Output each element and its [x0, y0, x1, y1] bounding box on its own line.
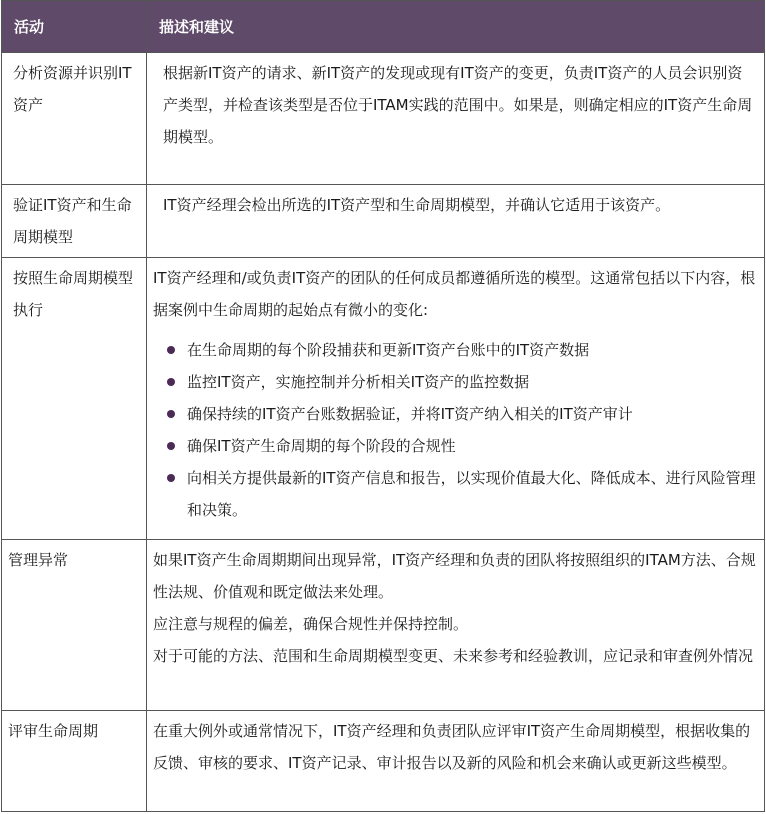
- list-item: 监控IT资产，实施控制并分析相关IT资产的监控数据: [153, 366, 756, 398]
- activity-table: [1, 0, 765, 812]
- list-item: 确保IT资产生命周期的每个阶段的合规性: [153, 430, 756, 462]
- activity-cell: 管理异常: [2, 540, 147, 711]
- table-row: [2, 258, 765, 540]
- table-row: [2, 53, 765, 185]
- description-cell: [147, 258, 765, 540]
- activity-cell: 验证IT资产和生命周期模型: [2, 185, 147, 258]
- activity-cell: 按照生命周期模型执行: [2, 258, 147, 540]
- list-item: 向相关方提供最新的IT资产信息和报告，以实现价值最大化、降低成本、进行风险管理和决策。: [153, 462, 756, 526]
- list-item: 在生命周期的每个阶段捕获和更新IT资产台账中的IT资产数据: [153, 334, 756, 366]
- bullet-list: [153, 334, 756, 526]
- table-row: [2, 540, 765, 711]
- header-row: [2, 1, 765, 53]
- header-description: 描述和建议: [147, 1, 765, 53]
- description-cell: [147, 540, 765, 711]
- activity-cell: 评审生命周期: [2, 711, 147, 812]
- table-row: [2, 185, 765, 258]
- header-activity: 活动: [2, 1, 147, 53]
- table-header: [2, 1, 765, 53]
- description-cell: 在重大例外或通常情况下，IT资产经理和负责团队应评审IT资产生命周期模型，根据收集的反馈、审核的要求、IT资产记录、审计报告以及新的风险和机会来确认或更新这些模型。: [147, 711, 765, 812]
- description-paragraph: 对于可能的方法、范围和生命周期模型变更、未来参考和经验教训，应记录和审查例外情况: [153, 647, 754, 665]
- activity-cell: 分析资源并识别IT资产: [2, 53, 147, 185]
- description-cell: IT资产经理会检出所选的IT资产型和生命周期模型，并确认它适用于该资产。: [147, 185, 765, 258]
- description-cell: 根据新IT资产的请求、新IT资产的发现或现有IT资产的变更，负责IT资产的人员会识别资产类型，并检查该类型是否位于ITAM实践的范围中。如果是，则确定相应的IT资产生命周期模型。: [147, 53, 765, 185]
- description-paragraph: 如果IT资产生命周期期间出现异常，IT资产经理和负责的团队将按照组织的ITAM方法、合规性法规、价值观和既定做法来处理。: [153, 551, 756, 601]
- list-item: 确保持续的IT资产台账数据验证，并将IT资产纳入相关的IT资产审计: [153, 398, 756, 430]
- description-intro: IT资产经理和/或负责IT资产的团队的任何成员都遵循所选的模型。这通常包括以下内容，根据案例中生命周期的起始点有微小的变化:: [153, 269, 756, 319]
- description-paragraph: 应注意与规程的偏差，确保合规性并保持控制。: [153, 615, 469, 633]
- table-row: [2, 711, 765, 812]
